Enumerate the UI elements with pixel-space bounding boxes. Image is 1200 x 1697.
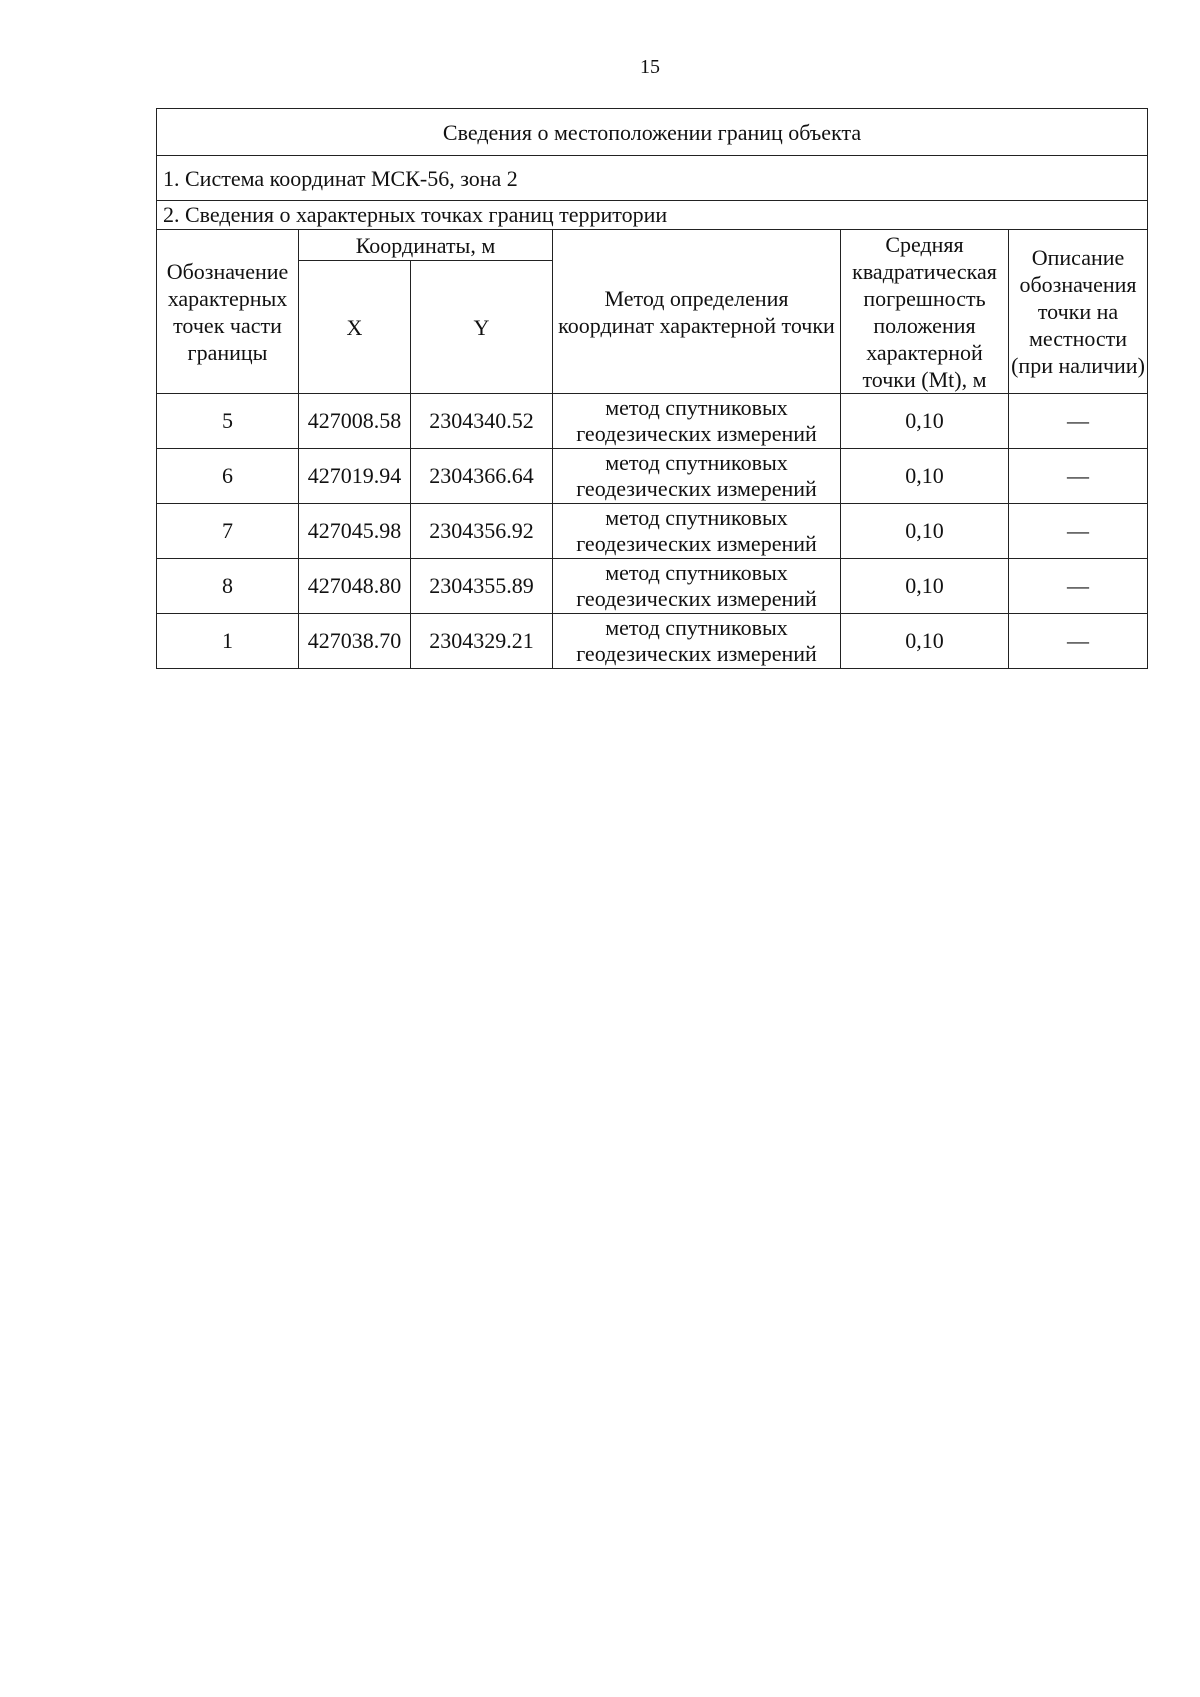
- header-accuracy: Средняя квадратическая погрешность положения характерной точки (Mt), м: [841, 230, 1009, 394]
- x-coordinate: 427048.80: [299, 559, 411, 614]
- boundary-coordinates-table: [156, 108, 1148, 669]
- accuracy-value: 0,10: [841, 504, 1009, 559]
- header-method: Метод определения координат характерной точки: [553, 230, 841, 394]
- method-line-1: метод спутниковых: [605, 395, 788, 420]
- method-cell: [553, 614, 841, 669]
- x-coordinate: 427019.94: [299, 449, 411, 504]
- coordinate-system-row: [157, 156, 1148, 201]
- header-description: Описание обозначения точки на местности (при наличии): [1009, 230, 1148, 394]
- method-cell: [553, 559, 841, 614]
- description-value: [1009, 559, 1148, 614]
- method-line-1: метод спутниковых: [605, 450, 788, 475]
- method-line-2: геодезических измерений: [576, 421, 817, 446]
- y-coordinate: 2304356.92: [411, 504, 553, 559]
- dash-mark: —: [1067, 573, 1090, 598]
- description-value: [1009, 449, 1148, 504]
- table-row: [157, 449, 1148, 504]
- accuracy-value: 0,10: [841, 614, 1009, 669]
- method-cell: [553, 449, 841, 504]
- method-cell: [553, 394, 841, 449]
- accuracy-value: 0,10: [841, 449, 1009, 504]
- point-number: 1: [157, 614, 299, 669]
- point-number: 8: [157, 559, 299, 614]
- point-number: 7: [157, 504, 299, 559]
- method-line-2: геодезических измерений: [576, 586, 817, 611]
- y-coordinate: 2304366.64: [411, 449, 553, 504]
- method-cell: [553, 504, 841, 559]
- y-coordinate: 2304355.89: [411, 559, 553, 614]
- x-coordinate: 427045.98: [299, 504, 411, 559]
- dash-mark: —: [1067, 518, 1090, 543]
- y-coordinate: 2304340.52: [411, 394, 553, 449]
- coordinate-system: 1. Система координат МСК-56, зона 2: [157, 156, 1148, 201]
- method-line-2: геодезических измерений: [576, 531, 817, 556]
- header-y: Y: [411, 261, 553, 394]
- point-number: 6: [157, 449, 299, 504]
- table-row: [157, 614, 1148, 669]
- header-row-1: [157, 230, 1148, 261]
- x-coordinate: 427008.58: [299, 394, 411, 449]
- method-line-2: геодезических измерений: [576, 476, 817, 501]
- points-section-row: [157, 201, 1148, 230]
- page-number: 15: [640, 56, 660, 78]
- accuracy-value: 0,10: [841, 394, 1009, 449]
- table-row: [157, 559, 1148, 614]
- table-title: Сведения о местоположении границ объекта: [157, 109, 1148, 156]
- table-title-row: [157, 109, 1148, 156]
- header-designation: Обозначение характерных точек части границы: [157, 230, 299, 394]
- dash-mark: —: [1067, 463, 1090, 488]
- header-x: X: [299, 261, 411, 394]
- method-line-1: метод спутниковых: [605, 615, 788, 640]
- description-value: [1009, 394, 1148, 449]
- dash-mark: —: [1067, 408, 1090, 433]
- table-row: [157, 504, 1148, 559]
- method-line-2: геодезических измерений: [576, 641, 817, 666]
- description-value: [1009, 614, 1148, 669]
- y-coordinate: 2304329.21: [411, 614, 553, 669]
- points-section-title: 2. Сведения о характерных точках границ территории: [157, 201, 1148, 230]
- description-value: [1009, 504, 1148, 559]
- point-number: 5: [157, 394, 299, 449]
- x-coordinate: 427038.70: [299, 614, 411, 669]
- header-coordinates: Координаты, м: [299, 230, 553, 261]
- accuracy-value: 0,10: [841, 559, 1009, 614]
- dash-mark: —: [1067, 628, 1090, 653]
- method-line-1: метод спутниковых: [605, 560, 788, 585]
- table-row: [157, 394, 1148, 449]
- method-line-1: метод спутниковых: [605, 505, 788, 530]
